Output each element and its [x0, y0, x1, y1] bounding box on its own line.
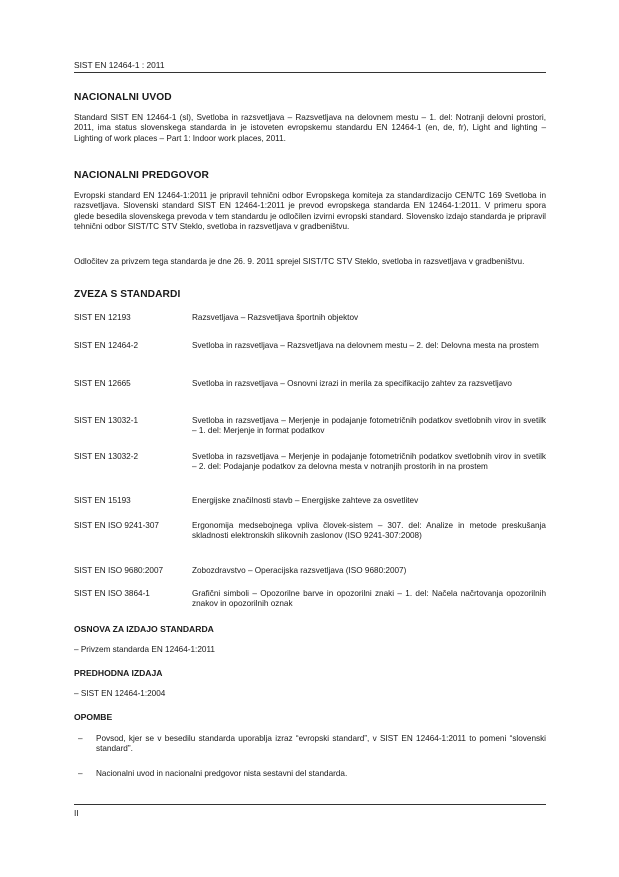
predhodna-izdaja-heading: PREDHODNA IZDAJA [74, 668, 163, 678]
zveza-s-standardi-heading: ZVEZA S STANDARDI [74, 289, 181, 300]
footer-rule [74, 804, 546, 805]
osnova-text: – Privzem standarda EN 12464-1:2011 [74, 645, 215, 654]
standard-code: SIST EN 12193 [74, 313, 131, 322]
opombe-heading: OPOMBE [74, 712, 113, 722]
standard-code: SIST EN ISO 3864-1 [74, 589, 150, 598]
standard-code: SIST EN 12665 [74, 379, 131, 388]
standard-title: Svetloba in razsvetljava – Razsvetljava na delovnem mestu – 2. del: Delovna mesta na prostem [192, 341, 539, 350]
osnova-heading: OSNOVA ZA IZDAJO STANDARDA [74, 624, 214, 634]
standard-title: Razsvetljava – Razsvetljava športnih objektov [192, 313, 359, 322]
nacionalni-uvod-text: Standard SIST EN 12464-1 (sl), Svetloba in razsvetljava – Razsvetljava na delovnem mestu – 1. del: Notranji delovni prostori, 2011, ima status slovenskega standarda in je istoveten evropskemu standardu EN 12464-1 (en, de, fr), Light and lighting – Lighting of work places – Part 1: Indoor work places, 2011. [74, 113, 546, 143]
standard-code: SIST EN 15193 [74, 496, 131, 505]
bullet-dash: – [78, 769, 83, 778]
standard-title: Svetloba in razsvetljava – Merjenje in podajanje fotometričnih podatkov svetlobnih virov in svetilk – 2. del: Podajanje podatkov za delovna mesta v notranjih prostorih in na prostem [192, 452, 546, 472]
page-number: II [74, 808, 79, 818]
nacionalni-predgovor-heading: NACIONALNI PREDGOVOR [74, 170, 210, 181]
standard-code: SIST EN ISO 9680:2007 [74, 566, 164, 575]
predgovor-paragraph-1: Evropski standard EN 12464-1:2011 je pripravil tehnični odbor Evropskega komiteja za standardizacijo CEN/TC 169 Svetloba in razsvetljava. Slovenski standard SIST EN 12464-1:2011 je prevod evropskega standarda EN 12464-1:2011. V primeru spora glede besedila slovenskega prevoda v tem standardu je odločilen izvirni evropski standard. Slovensko izdajo standarda je pripravil tehnični odbor SIST/TC STV Steklo, svetloba in razsvetljava v gradbeništvu. [74, 191, 546, 232]
header-rule [74, 72, 546, 73]
standard-title: Svetloba in razsvetljava – Merjenje in podajanje fotometričnih podatkov svetlobnih virov in svetilk – 1. del: Merjenje in format podatkov [192, 416, 546, 436]
note-text: Nacionalni uvod in nacionalni predgovor nista sestavni del standarda. [96, 769, 348, 778]
nacionalni-uvod-heading: NACIONALNI UVOD [74, 92, 172, 103]
standard-title: Zobozdravstvo – Operacijska razsvetljava (ISO 9680:2007) [192, 566, 407, 575]
standard-title: Ergonomija medsebojnega vpliva človek-sistem – 307. del: Analize in metode preskušanja skladnosti elektronskih slikovnih zaslonov (ISO 9241-307:2008) [192, 521, 546, 541]
predgovor-paragraph-2: Odločitev za privzem tega standarda je dne 26. 9. 2011 sprejel SIST/TC STV Steklo, svetloba in razsvetljava v gradbeništvu. [74, 257, 525, 266]
standard-title: Energijske značilnosti stavb – Energijske zahteve za osvetlitev [192, 496, 419, 505]
standard-code: SIST EN 13032-1 [74, 416, 139, 425]
bullet-dash: – [78, 734, 83, 743]
standard-code: SIST EN 13032-2 [74, 452, 139, 461]
standard-title: Svetloba in razsvetljava – Osnovni izrazi in merila za specifikacijo zahtev za razsvetljavo [192, 379, 512, 388]
running-header: SIST EN 12464-1 : 2011 [74, 60, 165, 70]
standard-code: SIST EN 12464-2 [74, 341, 139, 350]
standard-title: Grafični simboli – Opozorilne barve in opozorilni znaki – 1. del: Načela načrtovanja opozorilnih znakov in opozorilnih oznak [192, 589, 546, 609]
standard-code: SIST EN ISO 9241-307 [74, 521, 159, 530]
predhodna-izdaja-text: – SIST EN 12464-1:2004 [74, 689, 166, 698]
note-text: Povsod, kjer se v besedilu standarda uporablja izraz “evropski standard”, v SIST EN 12464-1:2011 to pomeni “slovenski standard”. [96, 734, 546, 754]
